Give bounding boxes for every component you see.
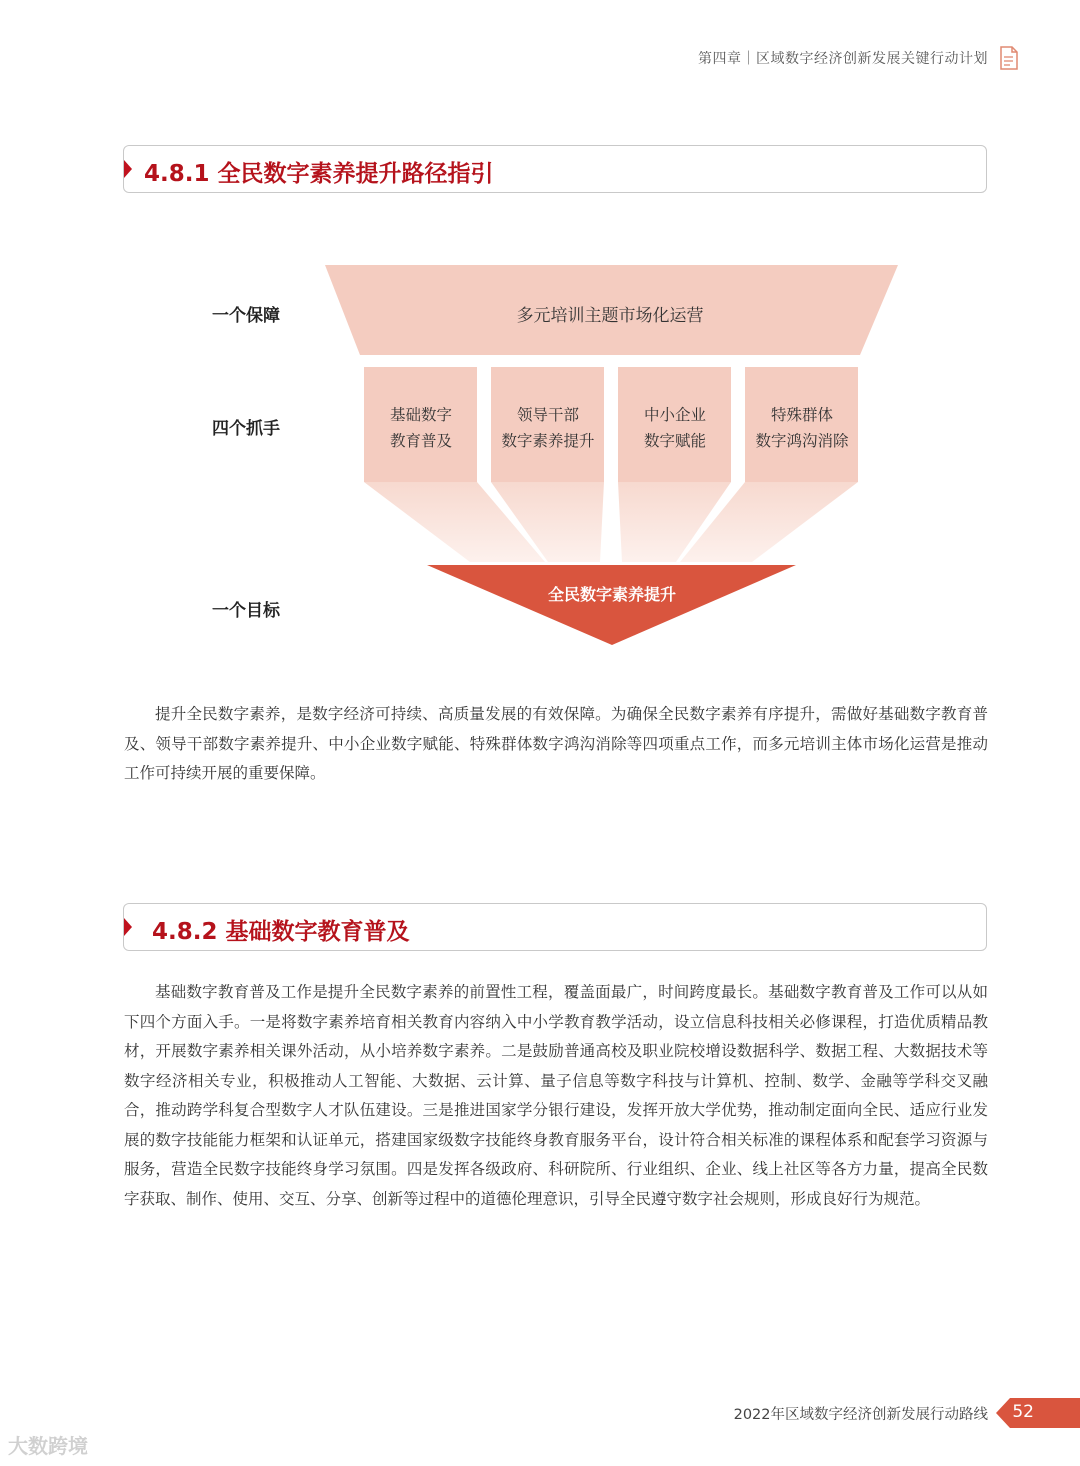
pillar-4 [743,402,861,454]
goal-text: 全民数字素养提升 [547,585,676,604]
pillars-label: 四个抓手 [212,419,280,439]
section1-paragraph: 提升全民数字素养，是数字经济可持续、高质量发展的有效保障。为确保全民数字素养有序提升，需做好基础数字教育普及、领导干部数字素养提升、中小企业数字赋能、特殊群体数字鸿沟消除等四项重点工作，而多元培训主体市场化运营是推动工作可持续开展的重要保障。 [124,705,988,782]
chapter-header: 第四章｜区域数字经济创新发展关键行动计划 [698,51,988,67]
pillar-1 [362,402,480,454]
pillar-3 [616,402,734,454]
pillar-1-line1: 基础数字 [389,406,452,424]
section-marker-icon [124,918,132,936]
guarantee-label: 一个保障 [212,306,280,326]
pillar-2-line1: 领导干部 [516,406,579,424]
section-marker-icon [124,160,132,178]
pillar-2-line2: 数字素养提升 [501,432,595,450]
path-diagram [0,260,1080,660]
guarantee-text: 多元培训主题市场化运营 [516,306,704,326]
page-number-tab [996,1398,1080,1428]
section-heading-4-8-1 [123,145,987,193]
pillar-4-line1: 特殊群体 [770,406,833,424]
goal-triangle [427,565,796,645]
pillar-2 [489,402,607,454]
pillar-1-line2: 教育普及 [389,432,452,450]
document-icon [998,46,1020,70]
pillar-3-line2: 数字赋能 [643,432,706,450]
section-title: 4.8.2 基础数字教育普及 [152,919,410,945]
watermark: 大数跨境 [8,1434,88,1458]
section-heading-4-8-2 [123,903,987,951]
section2-paragraph: 基础数字教育普及工作是提升全民数字素养的前置性工程，覆盖面最广，时间跨度最长。基础数字教育普及工作可以从如下四个方面入手。一是将数字素养培育相关教育内容纳入中小学教育教学活动，设立信息科技相关必修课程，打造优质精品教材，开展数字素养相关课外活动，从小培养数字素养。二是鼓励普通高校及职业院校增设数据科学、数据工程、大数据技术等数字经济相关专业，积极推动人工智能、大数据、云计算、量子信息等数字科技与计算机、控制、数学、金融等学科交叉融合，推动跨学科复合型数字人才队伍建设。三是推进国家学分银行建设，发挥开放大学优势，推动制定面向全民、适应行业发展的数字技能能力框架和认证单元，搭建国家级数字技能终身教育服务平台，设计符合相关标准的课程体系和配套学习资源与服务，营造全民数字技能终身学习氛围。四是发挥各级政府、科研院所、行业组织、企业、线上社区等各方力量，提高全民数字获取、制作、使用、交互、分享、创新等过程中的道德伦理意识，引导全民遵守数字社会规则，形成良好行为规范。 [124,983,988,1208]
page-number: 52 [1012,1402,1034,1422]
goal-label: 一个目标 [212,601,280,621]
section-title: 4.8.1 全民数字素养提升路径指引 [144,161,494,187]
footer-report-title: 2022年区域数字经济创新发展行动路线 [733,1407,988,1423]
pillar-4-line2: 数字鸿沟消除 [755,432,849,450]
pillar-3-line1: 中小企业 [643,406,706,424]
